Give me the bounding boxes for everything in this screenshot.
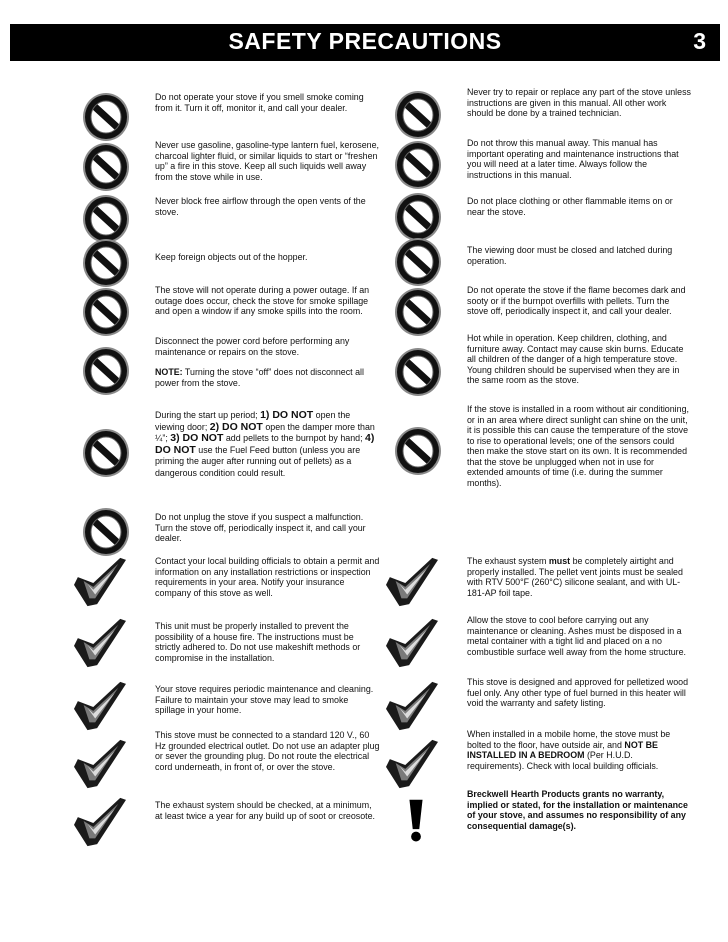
prohibited-circle-icon [392,88,444,140]
right-entry-text [467,556,692,598]
left-entry-text: The exhaust system should be checked, at a minimum, at least twice a year for any build up of soot or creosote. [155,800,376,821]
page-header [10,24,720,61]
text-run: use the Fuel Feed button (unless you are priming the auger after running out of pellets) as a dangerous condition could result. [155,444,361,478]
left-entry-text: Never use gasoline, gasoline-type lantern fuel, kerosene, charcoal lighter fluid, or similar liquids to start or “freshen up” a fire in this stove. Keep all such liquids well away from the stove while in use. [155,140,379,182]
left-entry-text: Keep foreign objects out of the hopper. [155,252,308,262]
right-entry-text: If the stove is installed in a room without air conditioning, or in an area where direct sunlight can shine on the unit, it is possible this can cause the temperature of the stove to rise to operational levels; one of the sensors could then make the stove start on its own. It is recommended that the stove be unplugged when not in use for extended amounts of time (i.e. during the summer months). [467,404,689,488]
left-entry-text: Never block free airflow through the open vents of the stove. [155,196,366,217]
right-entry-text: This stove is designed and approved for pelletized wood fuel only. Any other type of fuel burned in this heater will void the warranty and safety listing. [467,677,689,708]
prohibited-circle-icon [80,344,132,396]
left-entry-text: The stove will not operate during a power outage. If an outage does occur, check the stove for smoke spillage and open a window if any smoke spills into the room. [155,285,370,316]
left-entry-paragraph: Disconnect the power cord before performing any maintenance or repairs on the stove. [155,336,350,357]
bold-run: 2) DO NOT [209,420,263,433]
text-run: During the start up period; [155,410,261,420]
right-entry-text: Do not place clothing or other flammable items on or near the stove. [467,196,673,217]
note-label: NOTE: [155,367,183,377]
left-entry-text: Do not unplug the stove if you suspect a malfunction. Turn the stove off, periodically inspect it, and call your dealer. [155,512,366,543]
left-entry-text: This unit must be properly installed to prevent the possibility of a house fire. The instructions must be strictly adhered to. Do not use makeshift methods or compromise in the installation. [155,621,361,663]
text-run: When installed in a mobile home, the stove must be bolted to the floor, have outside air, and [467,729,671,750]
prohibited-circle-icon [80,505,132,557]
bold-run: must [548,556,571,566]
right-entry-text: Allow the stove to cool before carrying out any maintenance or cleaning. Ashes must be disposed in a metal container with a tight lid and placed on a no combustible surface well away from the home structure. [467,615,687,657]
prohibited-circle-icon [392,345,444,397]
left-entry-text: Contact your local building officials to obtain a permit and information on any installation restrictions or inspection requirements in your area. Notify your insurance company of this stove as well. [155,556,380,598]
check-mark-icon [70,680,130,732]
bold-run: 3) DO NOT [170,432,224,444]
prohibited-circle-icon [80,285,132,337]
check-mark-icon [382,556,442,608]
bold-run: 1) DO NOT [260,409,314,421]
page-title: SAFETY PRECAUTIONS [228,28,502,54]
prohibited-circle-icon [392,235,444,287]
prohibited-circle-icon [392,424,444,476]
prohibited-circle-icon [80,236,132,288]
bold-run: NOT BE INSTALLED IN A BEDROOM [467,739,658,760]
right-entry-text: The viewing door must be closed and latched during operation. [467,245,673,266]
check-mark-icon [70,796,130,848]
text-run: (Per H.U.D. requirements). Check with local building officials. [467,750,659,771]
left-entry-text [155,336,380,388]
bold-run: 4) DO NOT [155,432,375,456]
check-mark-icon [382,738,442,790]
prohibited-circle-icon [80,90,132,142]
check-mark-icon [382,680,442,732]
left-entry-text: Your stove requires periodic maintenance and cleaning. Failure to maintain your stove may lead to smoke spillage in your home. [155,684,374,715]
right-entry-text: Do not operate the stove if the flame becomes dark and sooty or if the burnpot overfills with pellets. Turn the stove off, periodically inspect it, and call your dealer. [467,285,686,316]
right-entry-text: Hot while in operation. Keep children, clothing, and furniture away. Contact may cause skin burns. Educate all children of the danger of a high temperature stove. Young children should be supervised when they are in the same room as the stove. [467,333,684,385]
left-entry-text: Do not operate your stove if you smell smoke coming from it. Turn it off, monitor it, and call your dealer. [155,92,364,113]
exclamation-icon [398,792,434,850]
text-run: The exhaust system [467,556,549,566]
left-entry-text [155,410,380,479]
right-entry-text: Never try to repair or replace any part of the stove unless instructions are given in this manual. All other work should be done by a trained technician. [467,87,691,118]
right-entry-text: Do not throw this manual away. This manual has important operating and maintenance instructions that you will need at a later time. Always follow the instructions in this manual. [467,138,679,180]
note-text: Turning the stove “off” does not disconnect all power from the stove. [155,367,364,388]
prohibited-circle-icon [80,140,132,192]
text-run: open the damper more than ¼”; [155,421,375,443]
left-entry-text: This stove must be connected to a standard 120 V., 60 Hz grounded electrical outlet. Do not use an adapter plug or sever the grounding plug. Do not route the electrical cord underneath, in front of, or over the stove. [155,730,380,772]
text-run: be completely airtight and properly installed. The pellet vent joints must be sealed with RTV 500°F (260°C) silicone sealant, and with UL-181-AP foil tape. [467,556,683,598]
check-mark-icon [382,617,442,669]
prohibited-circle-icon [80,426,132,478]
check-mark-icon [70,617,130,669]
text-run: open the viewing door; [155,410,351,432]
text-run: add pellets to the burnpot by hand; [223,433,366,443]
right-entry-text: Breckwell Hearth Products grants no warranty, implied or stated, for the installation or maintenance of your stove, and assumes no responsibility of any consequential damage(s). [467,789,688,831]
prohibited-circle-icon [392,285,444,337]
prohibited-circle-icon [392,138,444,190]
note-paragraph [155,367,380,388]
right-entry-text [467,729,692,771]
check-mark-icon [70,738,130,790]
page-number: 3 [693,28,706,54]
check-mark-icon [70,556,130,608]
